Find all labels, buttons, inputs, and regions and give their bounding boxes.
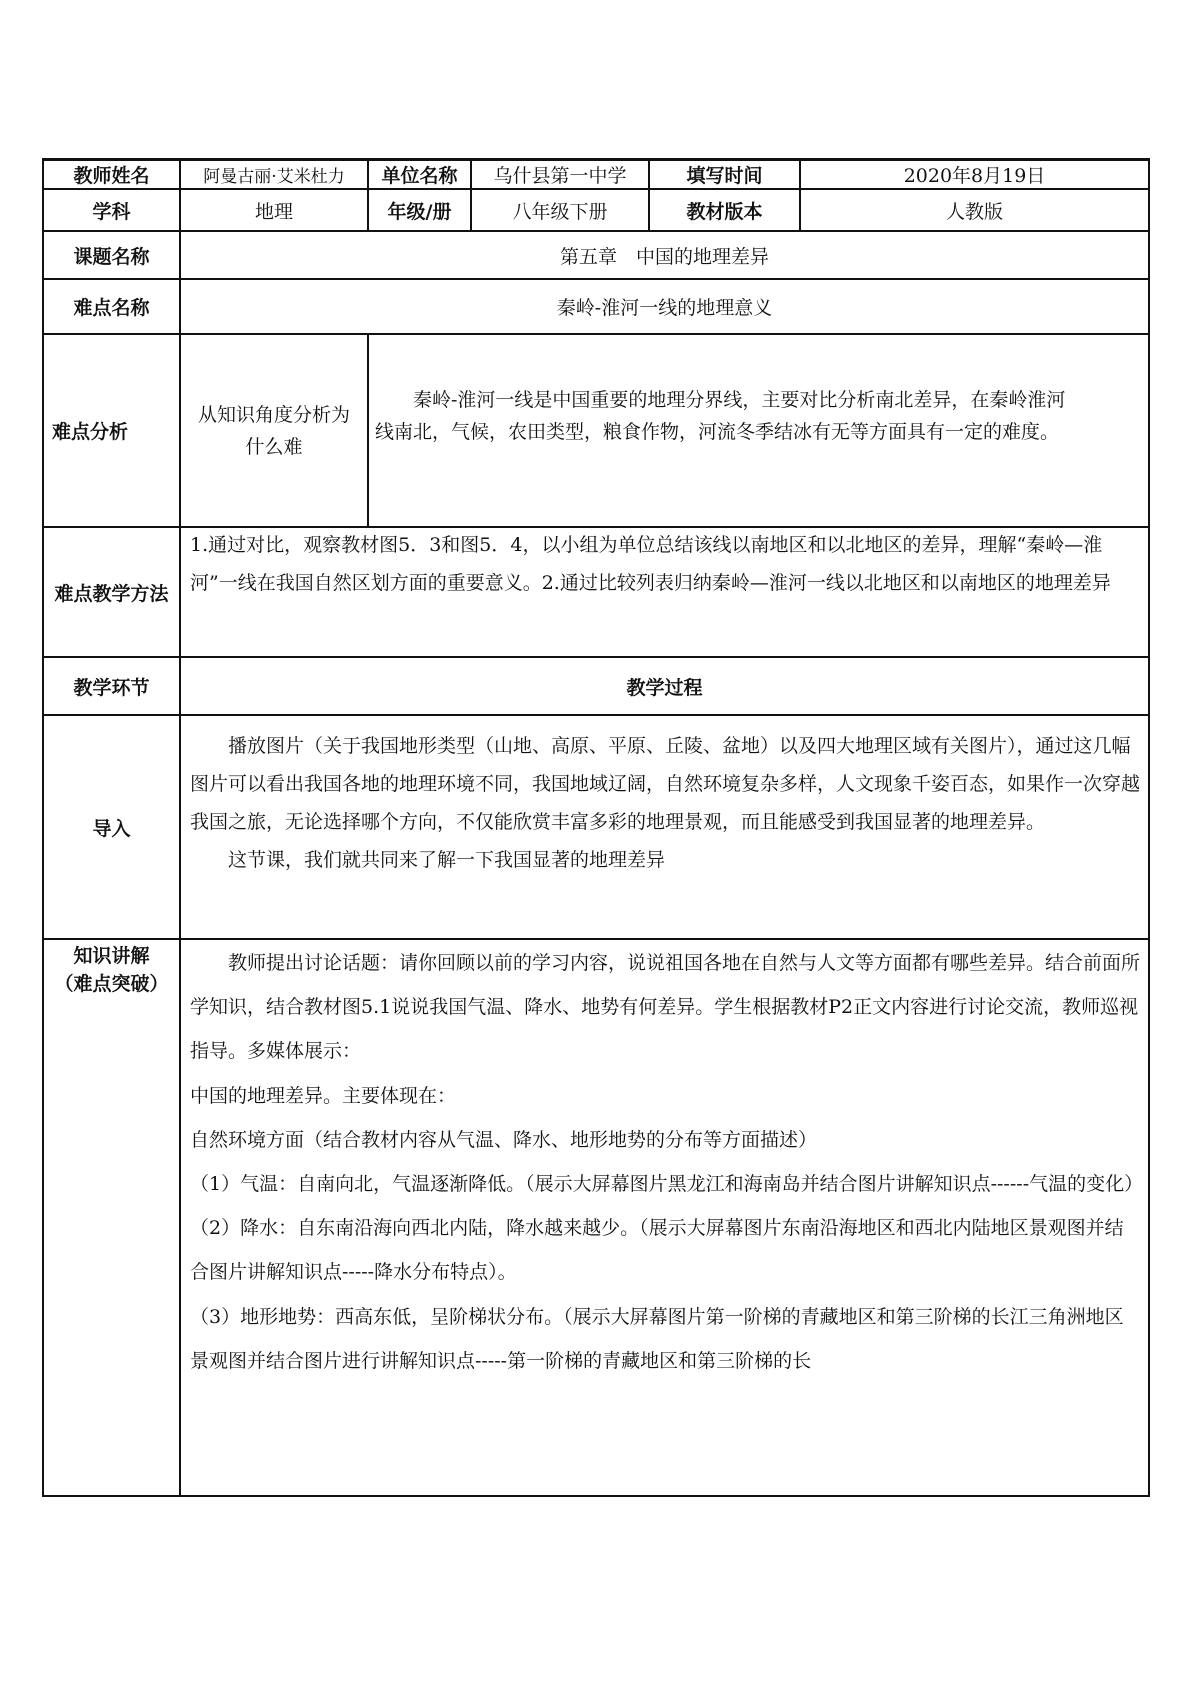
teaching-method-text: 1.通过对比，观察教材图5．3和图5．4，以小组为单位总结该线以南地区和以北地区的差异，理解“秦岭—淮河”一线在我国自然区划方面的重要意义。2.通过比较列表归纳秦岭—淮河一线以北地区和以南地区的地理差异 xyxy=(190,534,1111,594)
knowledge-paragraph: （1）气温：自南向北，气温逐渐降低。（展示大屏幕图片黑龙江和海南岛并结合图片讲解知识点------气温的变化） xyxy=(190,1173,1144,1196)
unit-name-label: 单位名称 xyxy=(381,164,458,187)
intro-label: 导入 xyxy=(92,817,131,840)
knowledge-paragraph: 中国的地理差异。主要体现在： xyxy=(190,1084,457,1107)
edition-value: 人教版 xyxy=(945,200,1003,223)
analysis-angle-label: 从知识角度分析为什么难 xyxy=(197,403,350,458)
knowledge-paragraph: 自然环境方面（结合教材内容从气温、降水、地形地势的分布等方面描述） xyxy=(190,1128,818,1151)
fill-date-value: 2020年8月19日 xyxy=(903,164,1046,187)
unit-name-value: 乌什县第一中学 xyxy=(493,164,627,187)
topic-value: 第五章 中国的地理差异 xyxy=(559,245,769,268)
teaching-stage-label: 教学环节 xyxy=(73,676,150,699)
teaching-method-label: 难点教学方法 xyxy=(54,582,169,605)
intro-body xyxy=(190,727,1140,879)
grade-label: 年级/册 xyxy=(387,200,452,223)
knowledge-subtitle: （难点突破） xyxy=(54,973,169,995)
knowledge-paragraph: （3）地形地势：西高东低，呈阶梯状分布。（展示大屏幕图片第一阶梯的青藏地区和第三阶梯的长江三角洲地区景观图并结合图片进行讲解知识点-----第一阶梯的青藏地区和第三阶梯的长 xyxy=(190,1305,1124,1372)
intro-paragraph: 这节课，我们就共同来了解一下我国显著的地理差异 xyxy=(228,849,666,871)
topic-label: 课题名称 xyxy=(73,245,150,268)
subject-value: 地理 xyxy=(254,200,293,223)
knowledge-body xyxy=(190,941,1144,1383)
difficulty-analysis-label: 难点分析 xyxy=(52,421,129,443)
intro-paragraph: 播放图片（关于我国地形类型（山地、高原、平原、丘陵、盆地）以及四大地理区域有关图片），通过这几幅图片可以看出我国各地的地理环境不同，我国地域辽阔，自然环境复杂多样，人文现象千姿百态，如果作一次穿越我国之旅，无论选择哪个方向，不仅能欣赏丰富多彩的地理景观，而且能感受到我国显著的地理差异。 xyxy=(190,735,1141,833)
subject-label: 学科 xyxy=(92,200,131,223)
teaching-process-label: 教学过程 xyxy=(626,676,703,699)
grade-value: 八年级下册 xyxy=(512,200,608,223)
lesson-plan-table xyxy=(42,158,1150,1497)
difficulty-name-value: 秦岭-淮河一线的地理意义 xyxy=(556,297,773,319)
teacher-name-label: 教师姓名 xyxy=(73,164,150,187)
knowledge-label xyxy=(44,942,179,998)
edition-label: 教材版本 xyxy=(686,200,763,223)
knowledge-title: 知识讲解 xyxy=(73,945,150,967)
teacher-name-value: 阿曼古丽·艾米杜力 xyxy=(203,166,345,187)
knowledge-paragraph: 教师提出讨论话题：请你回顾以前的学习内容，说说祖国各地在自然与人文等方面都有哪些差异。结合前面所学知识，结合教材图5.1说说我国气温、降水、地势有何差异。学生根据教材P2正文内容进行讨论交流，教师巡视指导。多媒体展示： xyxy=(190,952,1141,1063)
difficulty-name-label: 难点名称 xyxy=(73,297,150,319)
analysis-text: 秦岭-淮河一线是中国重要的地理分界线，主要对比分析南北差异，在秦岭淮河线南北，气候，农田类型，粮食作物，河流冬季结冰有无等方面具有一定的难度。 xyxy=(375,389,1066,443)
fill-date-label: 填写时间 xyxy=(686,164,763,187)
knowledge-paragraph: （2）降水：自东南沿海向西北内陆，降水越来越少。（展示大屏幕图片东南沿海地区和西北内陆地区景观图并结合图片讲解知识点-----降水分布特点）。 xyxy=(190,1217,1124,1284)
